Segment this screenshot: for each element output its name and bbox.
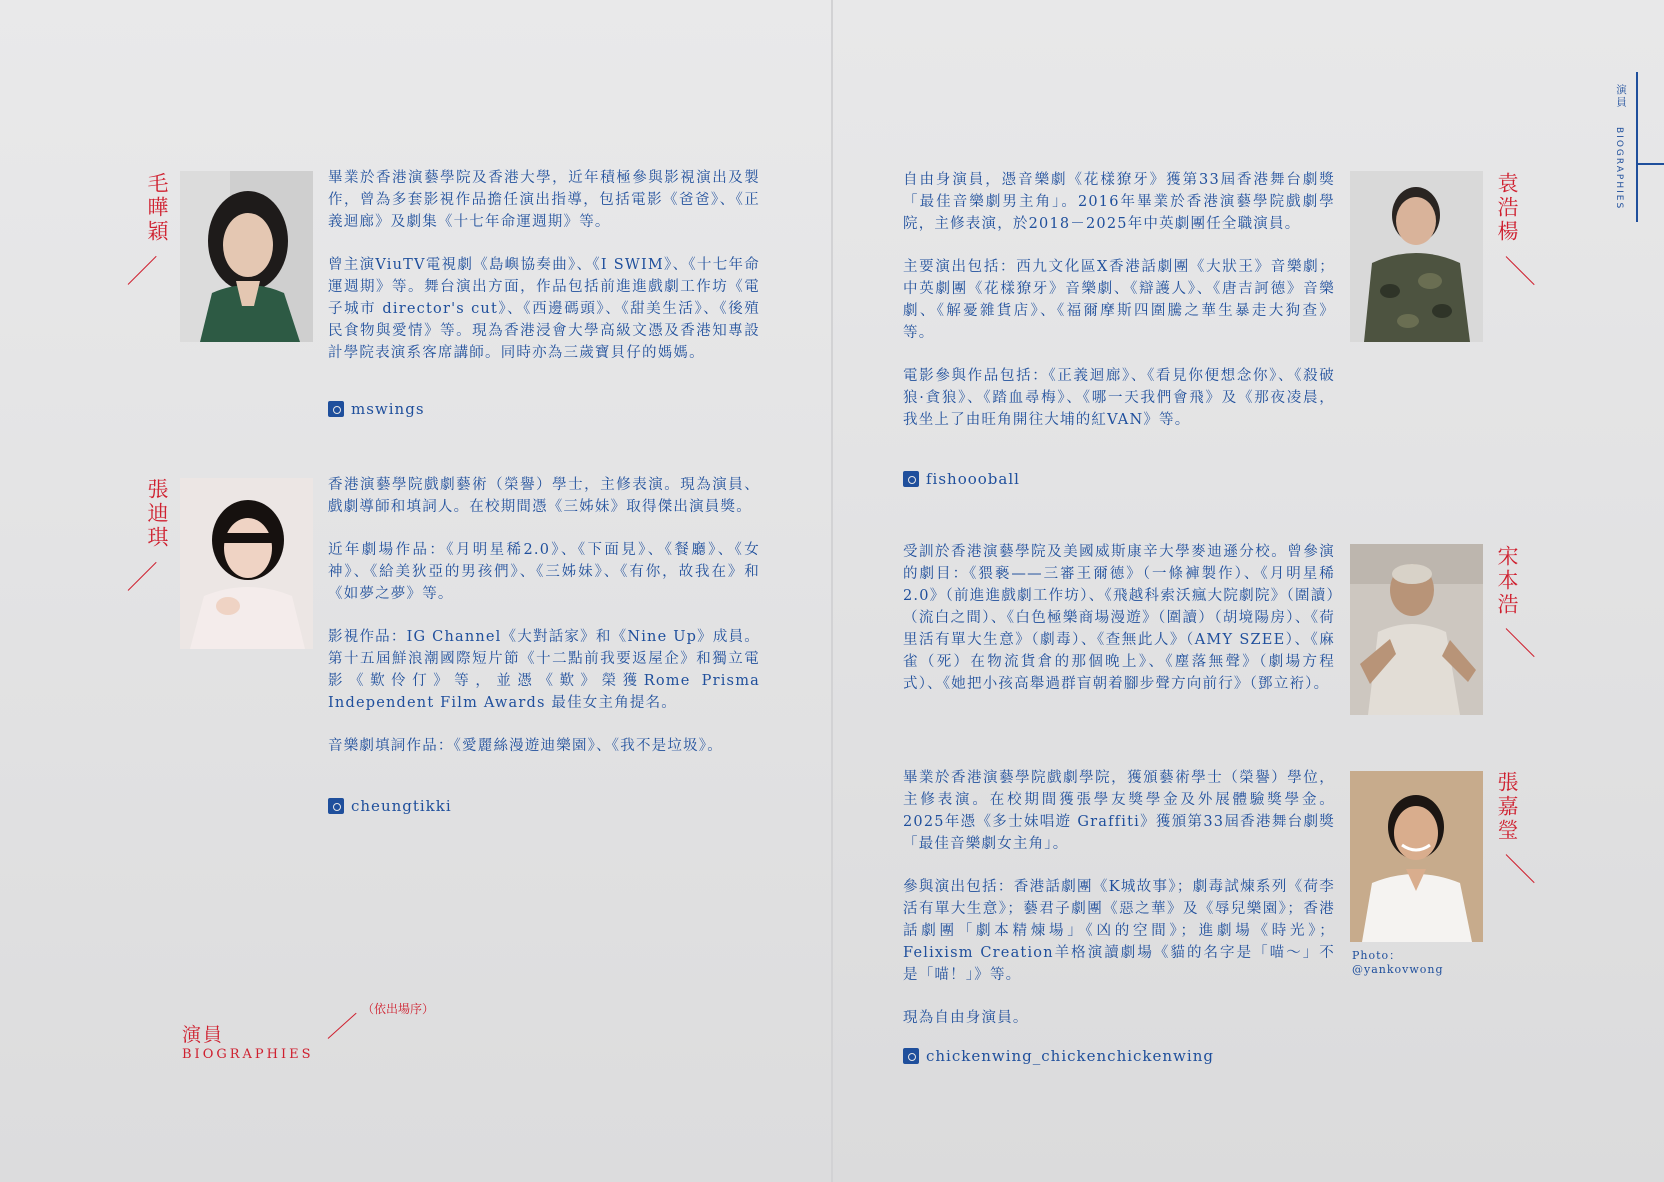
actor-name-yuen: 袁浩楊 — [1495, 172, 1519, 244]
actor-name-sung: 宋本浩 — [1495, 545, 1519, 617]
instagram-icon — [903, 1048, 919, 1064]
photo-credit-label: Photo： — [1352, 949, 1402, 962]
actor-photo-yuen — [1350, 171, 1483, 342]
bio-paragraph: 現為自由身演員。 — [903, 1010, 1029, 1026]
actor-photo-cheung-ka-ying — [1350, 771, 1483, 942]
bio-paragraph: 自由身演員，憑音樂劇《花樣獠牙》獲第33屆香港舞台劇獎「最佳音樂劇男主角」。2016年畢業於香港演藝學院戲劇學院，主修表演，於2018－2025年中英劇團任全職演員。 — [903, 172, 1335, 232]
section-order-note: （依出場序） — [362, 1002, 435, 1016]
bio-paragraph: 近年劇場作品：《月明星稀2.0》、《下面見》、《餐廳》、《女神》、《給美狄亞的男孩們》、《三姊妹》、《有你，故我在》和《如夢之夢》等。 — [328, 542, 760, 602]
instagram-icon — [328, 798, 344, 814]
side-rule-horizontal — [1636, 163, 1664, 165]
photo-credit-handle: @yankovwong — [1352, 963, 1444, 976]
actor-bio-sung — [903, 541, 1335, 716]
actor-name-cheung-ka-ying: 張嘉瑩 — [1495, 771, 1519, 843]
actor-photo-cheung-tikki — [180, 478, 313, 649]
instagram-text: chickenwing_chickenchickenwing — [926, 1047, 1214, 1065]
bio-paragraph: 主要演出包括：西九文化區X香港話劇團《大狀王》音樂劇；中英劇團《花樣獠牙》音樂劇、《辯護人》、《唐吉訶德》音樂劇、《解憂雜貨店》、《福爾摩斯四圍騰之華生暴走大狗查》等。 — [903, 259, 1335, 341]
actor-name-mao: 毛曄穎 — [145, 172, 169, 244]
instagram-text: mswings — [351, 400, 425, 418]
bio-paragraph: 受訓於香港演藝學院及美國威斯康辛大學麥迪遜分校。曾參演的劇目：《猥褻——三審王爾德》（一條褲製作）、《月明星稀2.0》（前進進戲劇工作坊）、《飛越科索沃瘋大院劇院》（圍讀）（流白之間）、《白色極樂商場漫遊》（圍讀）（胡境陽房）、《荷里活有單大生意》（劇毒）、《查無此人》（AMY SZEE）、《麻雀（死）在物流貨倉的那個晚上》、《塵落無聲》（劇場方程式）、《她把小孩高舉過群盲朝着腳步聲方向前行》（鄧立裄）。 — [903, 544, 1335, 692]
bio-paragraph: 香港演藝學院戲劇藝術（榮譽）學士，主修表演。現為演員、戲劇導師和填詞人。在校期間憑《三姊妹》取得傑出演員獎。 — [328, 477, 760, 515]
instagram-handle-mao[interactable] — [328, 400, 425, 418]
bio-paragraph: 畢業於香港演藝學院及香港大學，近年積極參與影視演出及製作，曾為多套影視作品擔任演出指導，包括電影《爸爸》、《正義迴廊》及劇集《十七年命運週期》等。 — [328, 170, 760, 230]
actor-name-cheung-tikki: 張迪琪 — [145, 478, 169, 550]
bio-paragraph: 畢業於香港演藝學院戲劇學院，獲頒藝術學士（榮譽）學位，主修表演。在校期間獲張學友獎學金及外展體驗獎學金。2025年憑《多士妹唱遊 Graffiti》獲頒第33屆香港舞台劇獎「最佳音樂劇女主角」。 — [903, 770, 1335, 852]
side-label-en: BIOGRAPHIES — [1614, 127, 1624, 211]
bio-paragraph: 音樂劇填詞作品：《愛麗絲漫遊迪樂園》、《我不是垃圾》。 — [328, 738, 723, 754]
actor-bio-mao — [328, 167, 760, 385]
bio-paragraph: 參與演出包括：香港話劇團《K城故事》；劇毒試煉系列《荷李活有單大生意》；藝君子劇團《惡之華》及《辱兒樂園》；香港話劇團「劇本精煉場」《凶的空間》；進劇場《時光》；Felixism Creation羊格演讀劇場《貓的名字是「喵～」不是「喵！」》等。 — [903, 879, 1335, 983]
side-rule-vertical — [1636, 72, 1638, 222]
instagram-text: cheungtikki — [351, 797, 452, 815]
actor-photo-sung — [1350, 544, 1483, 715]
instagram-handle-cheung-ka-ying[interactable] — [903, 1047, 1214, 1065]
instagram-handle-yuen[interactable] — [903, 470, 1020, 488]
actor-bio-yuen — [903, 169, 1335, 452]
bio-paragraph: 曾主演ViuTV電視劇《島嶼協奏曲》、《I SWIM》、《十七年命運週期》等。舞台演出方面，作品包括前進進戲劇工作坊《電子城市 director's cut》、《西邊碼頭》、《甜美生活》、《後殖民食物與愛情》等。現為香港浸會大學高級文憑及香港知專設計學院表演系客席講師。同時亦為三歲寶貝仔的媽媽。 — [328, 257, 760, 361]
page-fold — [831, 0, 833, 1182]
instagram-icon — [903, 471, 919, 487]
instagram-icon — [328, 401, 344, 417]
photo-credit — [1352, 949, 1444, 977]
bio-paragraph: 電影參與作品包括：《正義迴廊》、《看見你便想念你》、《殺破狼·貪狼》、《踏血尋梅》、《哪一天我們會飛》及《那夜凌晨，我坐上了由旺角開往大埔的紅VAN》等。 — [903, 368, 1335, 428]
actor-bio-cheung-ka-ying — [903, 767, 1335, 1050]
actor-photo-mao — [180, 171, 313, 342]
section-title-zh: 演員 — [182, 1024, 225, 1046]
section-title-en: BIOGRAPHIES — [182, 1047, 314, 1062]
actor-bio-cheung-tikki — [328, 474, 760, 778]
bio-paragraph: 影視作品：IG Channel《大對話家》和《Nine Up》成員。第十五屆鮮浪潮國際短片節《十二點前我要返屋企》和獨立電影《歎伶仃》等，並憑《歎》榮獲Rome Prisma Independent Film Awards 最佳女主角提名。 — [328, 629, 760, 711]
instagram-handle-cheung-tikki[interactable] — [328, 797, 452, 815]
side-label-zh: 演員 — [1615, 84, 1627, 109]
instagram-text: fishoooball — [926, 470, 1020, 488]
